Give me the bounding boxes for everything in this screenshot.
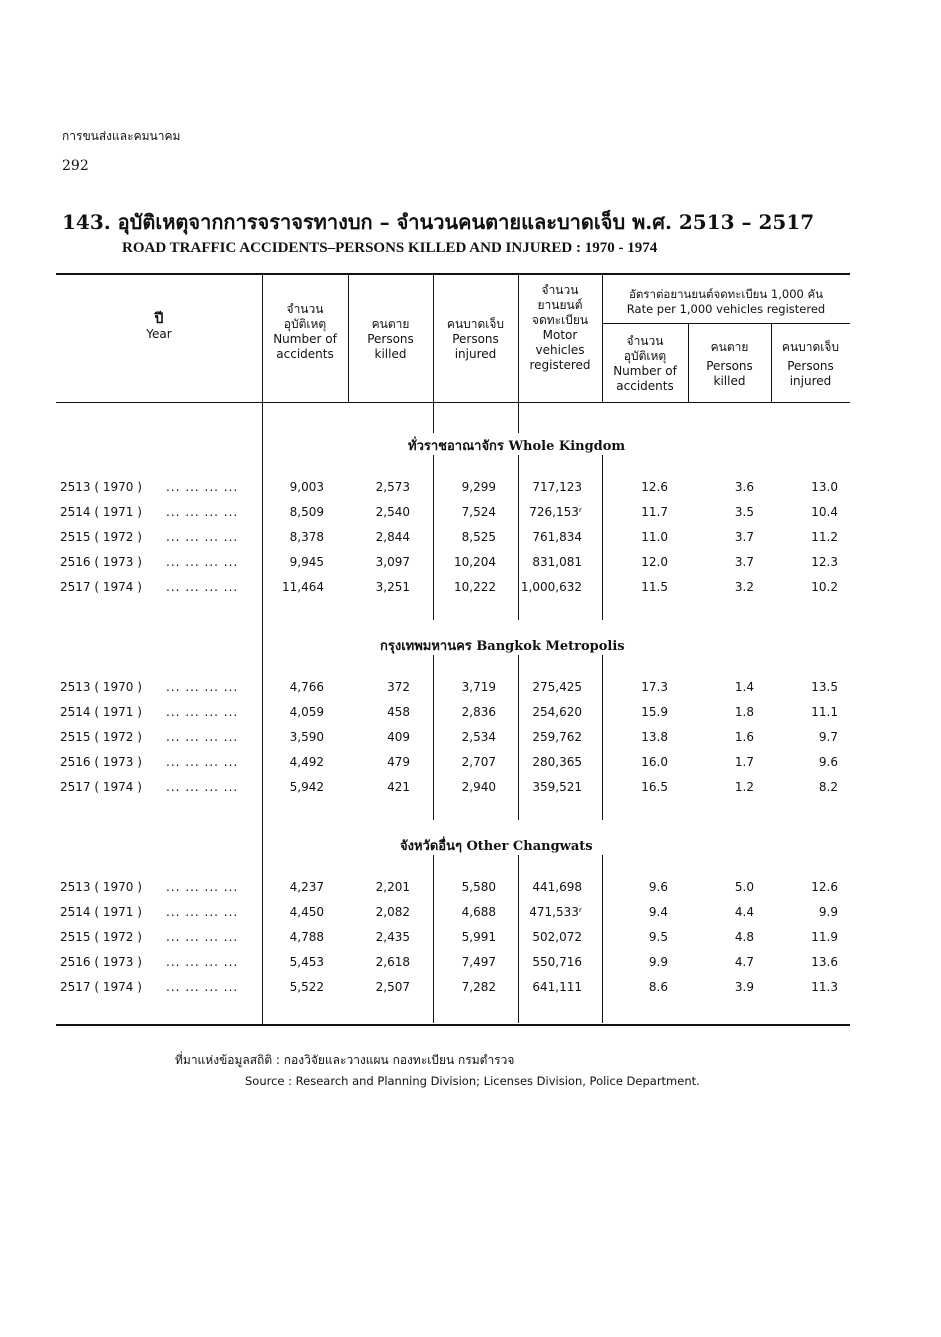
cell-r-killed: 5.0 [734,880,754,894]
table-row [0,905,941,925]
table-row [0,880,941,900]
cell-year: 2513 ( 1970 ) [60,680,142,694]
cell-injured: 7,282 [461,980,496,994]
leader-dots: ... ... ... ... [166,680,239,694]
cell-accidents: 5,522 [289,980,324,994]
header-vehicles-thai-2: ยานยนต์ [537,298,583,312]
header-rate-injured-thai: คนบาดเจ็บ [781,340,840,354]
cell-vehicles: 254,620 [532,705,582,719]
table-row [0,680,941,700]
cell-r-inj: 12.3 [811,555,838,569]
header-vehicles-english-1: Motor [542,328,578,342]
header-killed [348,317,433,362]
cell-killed: 409 [387,730,410,744]
source-english: Source : Research and Planning Division; Licenses Division, Police Department. [245,1074,700,1088]
section-label-whole-kingdom: ทั่วราชอาณาจักร Whole Kingdom [408,439,626,454]
cell-vehicles: 280,365 [532,755,582,769]
cell-injured: 5,580 [461,880,496,894]
header-vehicles-thai-3: จดทะเบียน [531,313,589,327]
cell-r-killed: 3.6 [734,480,754,494]
header-accidents-thai-2: อุบัติเหตุ [283,317,327,331]
cell-accidents: 4,492 [289,755,324,769]
cell-vehicles: 259,762 [532,730,582,744]
cell-killed: 3,097 [375,555,410,569]
table-row [0,980,941,1000]
cell-year: 2515 ( 1972 ) [60,530,142,544]
cell-killed: 372 [387,680,410,694]
cell-killed: 458 [387,705,410,719]
header-killed-thai: คนตาย [371,317,410,331]
header-accidents [262,302,348,362]
cell-r-killed: 1.6 [734,730,754,744]
table-row [0,955,941,975]
header-year [56,312,262,342]
leader-dots: ... ... ... ... [166,530,239,544]
leader-dots: ... ... ... ... [166,755,239,769]
cell-injured: 7,497 [461,955,496,969]
cell-year: 2516 ( 1973 ) [60,955,142,969]
cell-injured: 8,525 [461,530,496,544]
cell-accidents: 5,942 [289,780,324,794]
cell-accidents: 3,590 [289,730,324,744]
cell-r-acc: 8.6 [648,980,668,994]
table-top-rule [56,273,850,275]
cell-killed: 2,540 [375,505,410,519]
header-rate-group-english: Rate per 1,000 vehicles registered [626,302,826,316]
cell-r-killed: 4.7 [734,955,754,969]
leader-dots: ... ... ... ... [166,980,239,994]
rate-group-rule [602,323,850,324]
cell-r-acc: 15.9 [641,705,668,719]
cell-vehicles: 441,698 [532,880,582,894]
cell-r-killed: 3.7 [734,555,754,569]
cell-injured: 3,719 [461,680,496,694]
cell-r-inj: 8.2 [818,780,838,794]
cell-year: 2517 ( 1974 ) [60,980,142,994]
source-thai: ที่มาแห่งข้อมูลสถิติ : กองวิจัยและวางแผน กองทะเบียน กรมตำรวจ [175,1053,515,1067]
header-vehicles-english-2: vehicles [535,343,585,357]
cell-vehicles: 831,081 [532,555,582,569]
table-row [0,705,941,725]
cell-r-acc: 12.0 [641,555,668,569]
cell-killed: 2,844 [375,530,410,544]
table-row [0,755,941,775]
section-label-bangkok: กรุงเทพมหานคร Bangkok Metropolis [380,639,625,654]
header-year-english: Year [146,327,172,341]
header-year-thai: ปี [154,311,164,327]
cell-year: 2514 ( 1971 ) [60,705,142,719]
header-rate-killed-thai: คนตาย [710,340,749,354]
table-row [0,780,941,800]
cell-year: 2514 ( 1971 ) [60,905,142,919]
table-row [0,530,941,550]
cell-accidents: 4,237 [289,880,324,894]
header-rate-accidents-thai-2: อุบัติเหตุ [623,349,667,363]
header-rate-killed-english-1: Persons [706,359,753,373]
cell-killed: 2,201 [375,880,410,894]
cell-injured: 2,707 [461,755,496,769]
header-rate-killed-english-2: killed [713,374,746,388]
leader-dots: ... ... ... ... [166,705,239,719]
cell-vehicles: 471,533ʳ [529,905,582,919]
cell-r-killed: 4.4 [734,905,754,919]
leader-dots: ... ... ... ... [166,955,239,969]
header-vehicles-thai-1: จำนวน [541,283,579,297]
cell-r-inj: 11.9 [811,930,838,944]
header-injured [433,317,518,362]
cell-r-killed: 3.7 [734,530,754,544]
cell-r-acc: 16.5 [641,780,668,794]
header-rate-injured-english-2: injured [789,374,832,388]
cell-r-inj: 10.2 [811,580,838,594]
cell-year: 2514 ( 1971 ) [60,505,142,519]
cell-vehicles: 550,716 [532,955,582,969]
cell-vehicles: 502,072 [532,930,582,944]
column-rule [518,403,519,433]
cell-r-inj: 9.7 [818,730,838,744]
header-rate-group-thai: อัตราต่อยานยนต์จดทะเบียน 1,000 คัน [628,287,824,301]
table-row [0,505,941,525]
cell-r-acc: 16.0 [641,755,668,769]
leader-dots: ... ... ... ... [166,580,239,594]
cell-vehicles: 717,123 [532,480,582,494]
cell-vehicles: 275,425 [532,680,582,694]
header-rate-group [602,287,850,317]
cell-killed: 2,573 [375,480,410,494]
cell-year: 2516 ( 1973 ) [60,555,142,569]
cell-vehicles: 641,111 [532,980,582,994]
page-number: 292 [62,158,89,174]
cell-accidents: 4,788 [289,930,324,944]
header-rate-accidents-english-1: Number of [613,364,677,378]
cell-r-inj: 11.1 [811,705,838,719]
cell-accidents: 9,003 [289,480,324,494]
cell-killed: 2,507 [375,980,410,994]
cell-injured: 10,222 [454,580,496,594]
cell-r-inj: 9.6 [818,755,838,769]
leader-dots: ... ... ... ... [166,905,239,919]
cell-r-inj: 13.6 [811,955,838,969]
header-accidents-english-2: accidents [276,347,334,361]
table-bottom-rule [56,1024,850,1026]
cell-year: 2513 ( 1970 ) [60,480,142,494]
header-injured-english-1: Persons [452,332,499,346]
cell-injured: 2,836 [461,705,496,719]
header-rate-injured [771,340,850,389]
running-head: การขนส่งและคมนาคม [62,129,181,143]
cell-r-inj: 11.3 [811,980,838,994]
cell-killed: 3,251 [375,580,410,594]
cell-r-inj: 12.6 [811,880,838,894]
header-bottom-rule [56,402,850,403]
table-row [0,580,941,600]
header-killed-english-1: Persons [367,332,414,346]
cell-injured: 4,688 [461,905,496,919]
leader-dots: ... ... ... ... [166,555,239,569]
cell-r-inj: 10.4 [811,505,838,519]
cell-r-acc: 13.8 [641,730,668,744]
cell-r-inj: 11.2 [811,530,838,544]
cell-r-killed: 1.7 [734,755,754,769]
cell-killed: 479 [387,755,410,769]
leader-dots: ... ... ... ... [166,880,239,894]
leader-dots: ... ... ... ... [166,930,239,944]
header-injured-english-2: injured [454,347,497,361]
table-row [0,730,941,750]
cell-year: 2517 ( 1974 ) [60,780,142,794]
header-vehicles [518,283,602,373]
leader-dots: ... ... ... ... [166,505,239,519]
cell-accidents: 5,453 [289,955,324,969]
column-rule [433,403,434,433]
header-accidents-english-1: Number of [273,332,337,346]
cell-r-acc: 9.5 [648,930,668,944]
header-injured-thai: คนบาดเจ็บ [446,317,505,331]
cell-year: 2513 ( 1970 ) [60,880,142,894]
header-vehicles-english-3: registered [529,358,591,372]
cell-vehicles: 726,153ʳ [529,505,582,519]
cell-accidents: 8,509 [289,505,324,519]
header-killed-english-2: killed [374,347,407,361]
header-rate-accidents-thai-1: จำนวน [626,334,664,348]
cell-accidents: 9,945 [289,555,324,569]
cell-vehicles: 761,834 [532,530,582,544]
header-rate-killed [688,340,771,389]
cell-vehicles: 1,000,632 [520,580,582,594]
table-row [0,555,941,575]
cell-injured: 2,534 [461,730,496,744]
cell-r-killed: 1.8 [734,705,754,719]
table-row [0,480,941,500]
cell-killed: 2,082 [375,905,410,919]
table-title-english: ROAD TRAFFIC ACCIDENTS–PERSONS KILLED AND INJURED : 1970 - 1974 [122,240,658,256]
header-rate-accidents-english-2: accidents [616,379,674,393]
cell-accidents: 4,766 [289,680,324,694]
cell-injured: 7,524 [461,505,496,519]
cell-r-acc: 17.3 [641,680,668,694]
cell-injured: 5,991 [461,930,496,944]
cell-r-killed: 3.9 [734,980,754,994]
cell-r-acc: 9.6 [648,880,668,894]
leader-dots: ... ... ... ... [166,730,239,744]
leader-dots: ... ... ... ... [166,780,239,794]
cell-r-acc: 9.9 [648,955,668,969]
cell-injured: 2,940 [461,780,496,794]
section-label-other-changwats: จังหวัดอื่นๆ Other Changwats [400,839,593,854]
cell-r-acc: 11.5 [641,580,668,594]
cell-year: 2515 ( 1972 ) [60,730,142,744]
leader-dots: ... ... ... ... [166,480,239,494]
cell-r-killed: 1.4 [734,680,754,694]
cell-killed: 421 [387,780,410,794]
cell-r-acc: 12.6 [641,480,668,494]
cell-r-killed: 4.8 [734,930,754,944]
cell-killed: 2,435 [375,930,410,944]
cell-year: 2515 ( 1972 ) [60,930,142,944]
cell-year: 2516 ( 1973 ) [60,755,142,769]
header-rate-injured-english-1: Persons [787,359,834,373]
cell-r-killed: 3.5 [734,505,754,519]
table-row [0,930,941,950]
cell-r-acc: 9.4 [648,905,668,919]
cell-accidents: 4,450 [289,905,324,919]
cell-year: 2517 ( 1974 ) [60,580,142,594]
cell-r-inj: 13.0 [811,480,838,494]
cell-injured: 10,204 [454,555,496,569]
cell-r-acc: 11.7 [641,505,668,519]
cell-accidents: 4,059 [289,705,324,719]
table-title-thai: 143. อุบัติเหตุจากการจราจรทางบก – จำนวนคนตายและบาดเจ็บ พ.ศ. 2513 – 2517 [62,210,815,234]
cell-killed: 2,618 [375,955,410,969]
cell-accidents: 11,464 [282,580,324,594]
cell-r-inj: 9.9 [818,905,838,919]
cell-vehicles: 359,521 [532,780,582,794]
cell-r-killed: 1.2 [734,780,754,794]
cell-r-acc: 11.0 [641,530,668,544]
cell-injured: 9,299 [461,480,496,494]
header-accidents-thai-1: จำนวน [286,302,324,316]
cell-accidents: 8,378 [289,530,324,544]
header-rate-accidents [602,334,688,394]
cell-r-killed: 3.2 [734,580,754,594]
cell-r-inj: 13.5 [811,680,838,694]
